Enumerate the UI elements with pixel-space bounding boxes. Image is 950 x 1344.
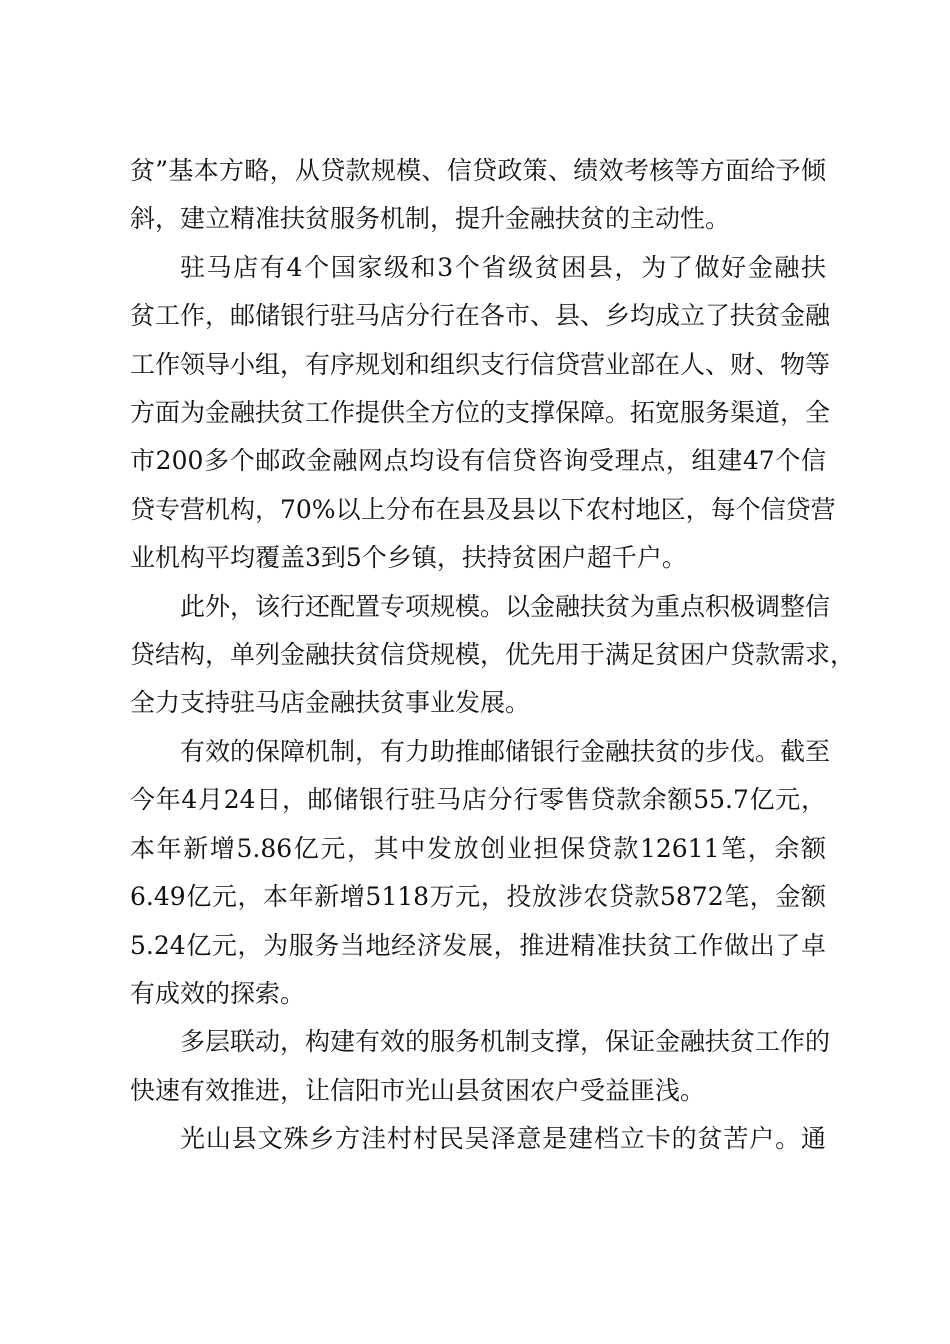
text-line: 此外，该行还配置专项规模。以金融扶贫为重点积极调整信 (180, 591, 831, 621)
text-line: 市200多个邮政金融网点均设有信贷咨询受理点，组建47个信 (130, 446, 826, 476)
text-line: 多层联动，构建有效的服务机制支撑，保证金融扶贫工作的 (180, 1027, 831, 1057)
text-line: 工作领导小组，有序规划和组织支行信贷营业部在人、财、物等 (130, 349, 831, 379)
paragraph-villager-story (130, 1115, 826, 1163)
text-line: 全力支持驻马店金融扶贫事业发展。 (130, 688, 531, 718)
text-line: 贷结构，单列金融扶贫信贷规模，优先用于满足贫困户贷款需求， (130, 640, 856, 670)
text-line: 光山县文殊乡方洼村村民吴泽意是建档立卡的贫苦户。通 (180, 1124, 826, 1154)
paragraph-zhumadian-overview (130, 244, 836, 583)
text-line: 斜，建立精准扶贫服务机制，提升金融扶贫的主动性。 (130, 204, 731, 234)
text-line: 6.49亿元，本年新增5118万元，投放涉农贷款5872笔，金额 (130, 882, 826, 912)
text-line: 本年新增5.86亿元，其中发放创业担保贷款12611笔，余额 (130, 833, 826, 863)
text-line: 驻马店有4个国家级和3个省级贫困县，为了做好金融扶 (180, 252, 826, 282)
text-line: 方面为金融扶贫工作提供全方位的支撑保障。拓宽服务渠道，全 (130, 398, 831, 428)
text-line: 贫”基本方略，从贷款规模、信贷政策、绩效考核等方面给予倾 (130, 156, 826, 185)
paragraph-loan-statistics (130, 728, 831, 1018)
text-line: 贷专营机构，70%以上分布在县及县以下农村地区，每个信贷营 (130, 494, 836, 524)
text-line: 快速有效推进，让信阳市光山县贫困农户受益匪浅。 (130, 1075, 706, 1105)
paragraph-multi-level-linkage (130, 1018, 831, 1115)
text-line: 业机构平均覆盖3到5个乡镇，扶持贫困户超千户。 (130, 543, 687, 573)
text-line: 有效的保障机制，有力助推邮储银行金融扶贫的步伐。截至 (180, 736, 831, 766)
text-line: 贫工作，邮储银行驻马店分行在各市、县、乡均成立了扶贫金融 (130, 301, 831, 331)
paragraph-special-scale (130, 583, 856, 728)
paragraph-continuation (130, 147, 826, 244)
text-line: 5.24亿元，为服务当地经济发展，推进精准扶贫工作做出了卓 (130, 930, 826, 960)
text-line: 有成效的探索。 (130, 978, 306, 1008)
text-line: 今年4月24日，邮储银行驻马店分行零售贷款余额55.7亿元， (130, 785, 826, 815)
article-body (130, 147, 856, 1164)
